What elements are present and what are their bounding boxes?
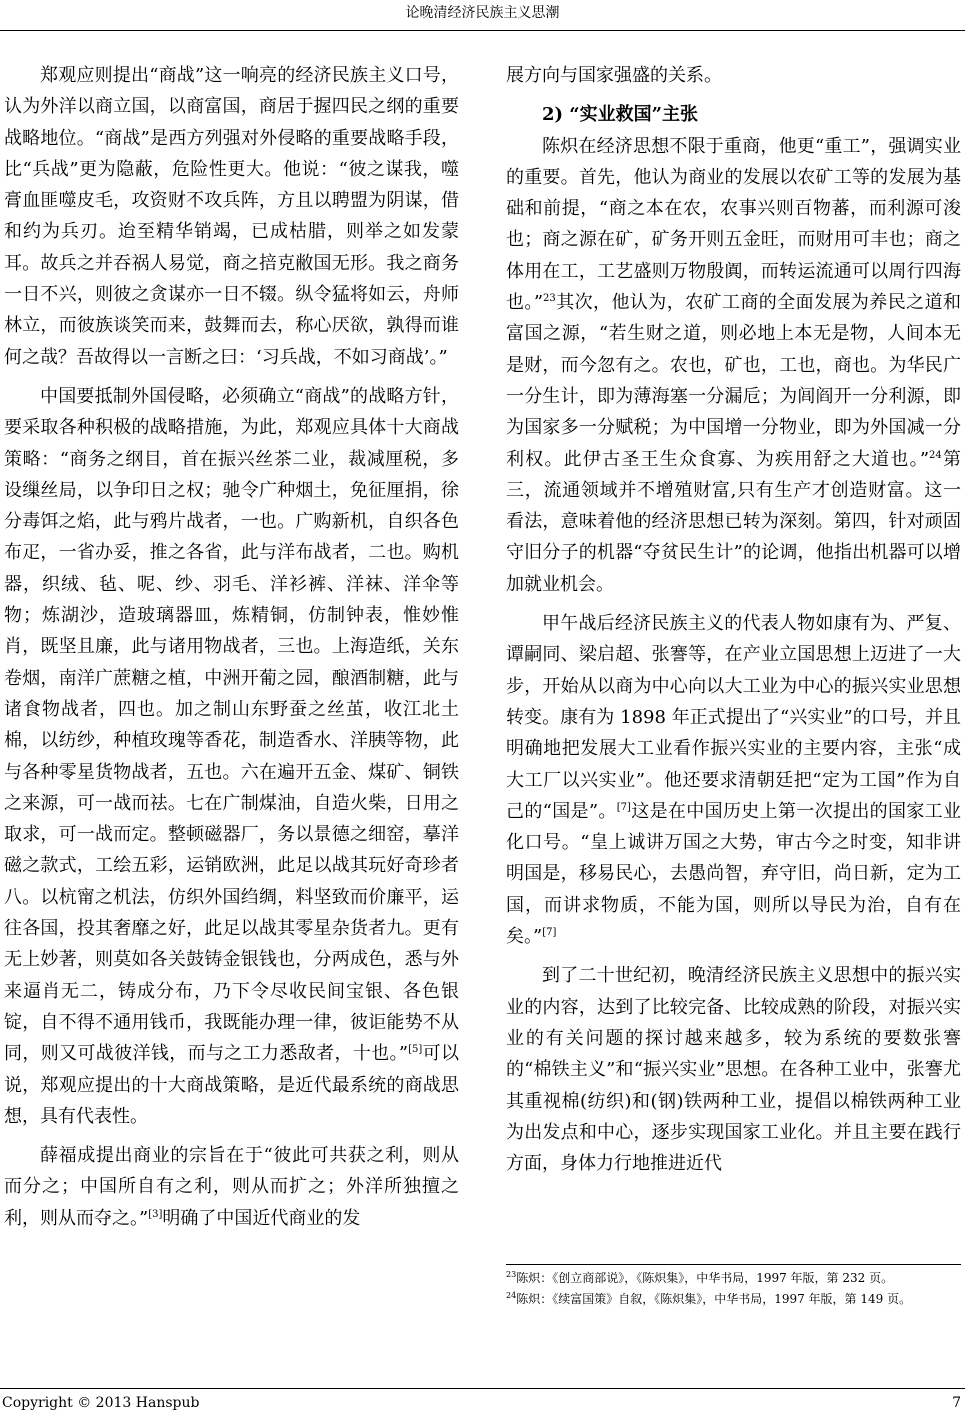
footnote-text: 陈炽：《创立商部说》，《陈炽集》，中华书局，1997 年版，第 232 页。	[516, 1271, 894, 1285]
copyright-notice: Copyright © 2013 Hanspub	[2, 1395, 200, 1411]
paragraph-zheng-shangzhan	[4, 60, 459, 373]
paragraph-zhang-jian	[506, 960, 961, 1179]
footnote-ref: 24	[929, 449, 942, 461]
paragraph-kang-youwei	[506, 608, 961, 952]
page-number: 7	[952, 1395, 961, 1411]
citation-ref: [3]	[148, 1208, 163, 1220]
paragraph-text: 甲午战后经济民族主义的代表人物如康有为、严复、谭嗣同、梁启超、张謇等，在产业立国思想上迈进了一大步，开始从以商为中心向以大工业为中心的振兴实业思想转变。康有为 1898 年正式提出了“兴实业”的口号，并且明确地把发展大工业看作振兴实业的主要内容，主张“成大工厂以兴实业”。他还要求清朝廷把“定为工国”作为自己的“国是”。	[506, 613, 961, 822]
paragraph-text: 展方向与国家强盛的关系。	[506, 65, 722, 86]
paragraph-text: 郑观应则提出“商战”这一响亮的经济民族主义口号，认为外洋以商立国，以商富国，商居于握四民之纲的重要战略地位。“商战”是西方列强对外侵略的重要战略手段，比“兵战”更为隐蔽，危险性更大。他说：“彼之谋我，噬膏血匪噬皮毛，攻资财不攻兵阵，方且以聘盟为阴谋，借和约为兵刃。迨至精华销竭，已成枯腊，则举之如发蒙耳。故兵之并吞祸人易觉，商之掊克敝国无形。我之商务一日不兴，则彼之贪谋亦一日不辍。纵令猛将如云，舟师林立，而彼族谈笑而来，鼓舞而去，称心厌欲，孰得而谁何之哉？吾故得以一言断之曰：‘习兵战，不如习商战’。”	[4, 65, 459, 368]
citation-ref: [7]	[542, 927, 557, 939]
paragraph-text: 薛福成提出商业的宗旨在于“彼此可共获之利，则从而分之；中国所自有之利，则从而扩之；外洋所独擅之利，则从而夺之。”	[4, 1145, 459, 1229]
paragraph-text: 到了二十世纪初，晚清经济民族主义思想中的振兴实业的内容，达到了比较完备、比较成熟的阶段，对振兴实业的有关问题的探讨越来越多，较为系统的要数张謇的“棉铁主义”和“振兴实业”思想。在各种工业中，张謇尤其重视棉(纺织)和(钢)铁两种工业，提倡以棉铁两种工业为出发点和中心，逐步实现国家工业化。并且主要在践行方面，身体力行地推进近代	[506, 965, 961, 1175]
footer-rule	[0, 1388, 965, 1389]
footnote-ref: 23	[543, 293, 556, 305]
footnote-item	[506, 1268, 961, 1289]
paragraph-chen-chi	[506, 131, 961, 600]
right-column	[506, 60, 961, 1187]
paragraph-text: 这是在中国历史上第一次提出的国家工业化口号。“皇上诚讲万国之大势，审古今之时变，知非讲明国是，移易民心，去愚尚智，弃守旧，尚日新，定为工国，而讲求物质，不能为国，则所以导民为治，自有在矣。”	[506, 800, 961, 948]
footnote-number: 24	[506, 1291, 517, 1300]
paragraph-text: 明确了中国近代商业的发	[162, 1207, 361, 1229]
paragraph-text: 第三，流通领域并不增殖财富,只有生产才创造财富。这一看法，意味着他的经济思想已转为深刻。第四，针对顽固守旧分子的机器“夺贫民生计”的论调，他指出机器可以增加就业机会。	[506, 448, 962, 595]
paragraph-text: 陈炽在经济思想不限于重商，他更“重工”，强调实业的重要。首先，他认为商业的发展以农矿工等的发展为基础和前提，“商之本在农，农事兴则百物蕃，而利源可浚也；商之源在矿，矿务开则五金旺，而财用可丰也；商之体用在工，工艺盛则万物殷阗，而转运流通可以周行四海也。”	[506, 135, 961, 314]
paragraph-continued	[506, 60, 961, 91]
running-title: 论晚清经济民族主义思潮	[405, 5, 560, 21]
left-column	[4, 60, 459, 1242]
footnote-rule	[506, 1264, 961, 1265]
paragraph-xue-fucheng	[4, 1140, 459, 1234]
section-heading: 2) “实业救国”主张	[542, 104, 699, 126]
footnote-number: 23	[506, 1270, 517, 1279]
footnotes	[506, 1268, 961, 1310]
citation-ref: [7]	[616, 801, 631, 813]
footnote-text: 陈炽：《续富国策》自叙，《陈炽集》，中华书局，1997 年版，第 149 页。	[516, 1292, 912, 1306]
paragraph-text: 中国要抵制外国侵略，必须确立“商战”的战略方针，要采取各种积极的战略措施，为此，郑观应具体十大商战策略：“商务之纲目，首在振兴丝茶二业，裁减厘税，多设缫丝局，以争印日之权；驰令广种烟土，免征厘捐，徐分毒饵之焰，此与鸦片战者，一也。广购新机，自织各色布疋，一省办妥，推之各省，此与洋布战者，二也。购机器，织绒、毡、呢、纱、羽毛、洋衫裤、洋袜、洋伞等物；炼湖沙，造玻璃器皿，炼精铜，仿制钟表，惟妙惟肖，既坚且廉，此与诸用物战者，三也。上海造纸，关东卷烟，南洋广蔗糖之植，中洲开葡之园，酿酒制糖，此与诸食物战者，四也。加之制山东野蚕之丝茧，收江北土棉，以纺纱，种植玫瑰等香花，制造香水、洋胰等物，此与各种零星货物战者，五也。六在遍开五金、煤矿、铜铁之来源，可一战而祛。七在广制煤油，自造火柴，日用之取求，可一战而定。整顿磁器厂，务以景德之细窑，摹洋磁之款式，工绘五彩，运销欧洲，此足以战其玩好奇珍者八。以杭甯之机法，仿织外国绉绸，料坚致而价廉平，运往各国，投其奢靡之好，此足以战其零星杂货者九。更有无上妙著，则莫如各关鼓铸金银钱也，分两成色，悉与外来逼肖无二，铸成分布，乃下令尽收民间宝银、各色银锭，自不得不通用钱币，我既能办理一律，彼讵能势不从同，则又可战彼洋钱，而与之工力悉敌者，十也。”	[4, 385, 459, 1065]
footnote-item	[506, 1289, 961, 1310]
paragraph-ten-strategies	[4, 381, 459, 1132]
citation-ref: [5]	[408, 1044, 423, 1056]
paragraph-text: 其次，他认为，农矿工商的全面发展为养民之道和富国之源，“若生财之道，则必地上本无是物，人间本无是财，而今忽有之。农也，矿也，工也，商也。为华民广一分生计，即为薄海塞一分漏卮；为闾阎开一分利源，即为国家多一分赋税；为中国增一分物业，即为外国减一分利权。此伊古圣王生众食寡、为疾用舒之大道也。”	[506, 292, 962, 470]
paragraph-text: 可以说，郑观应提出的十大商战策略，是近代最系统的商战思想，具有代表性。	[4, 1043, 459, 1127]
header-rule	[0, 30, 965, 31]
